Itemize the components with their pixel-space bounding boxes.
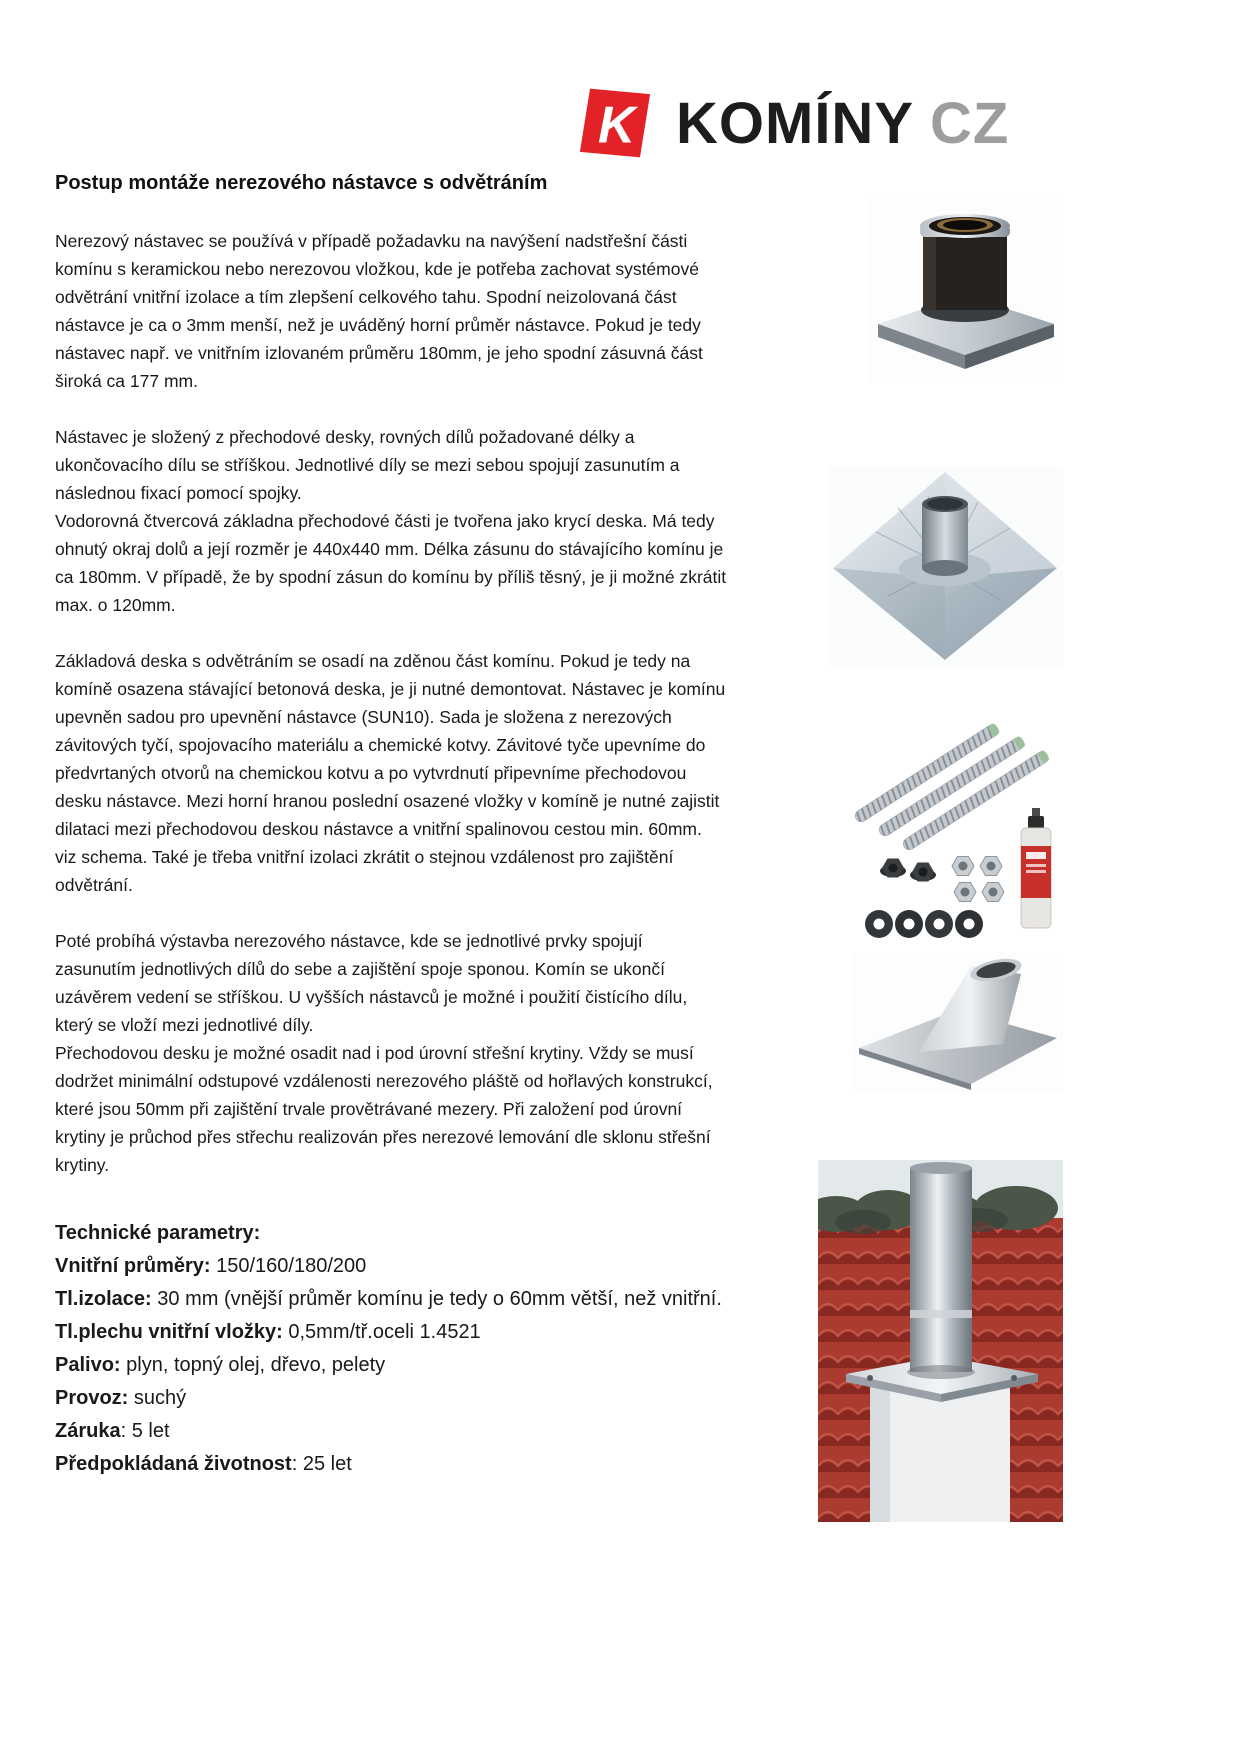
tech-item-lifetime: [55, 1448, 727, 1481]
tech-value: suchý: [128, 1387, 187, 1409]
photo-transition-plate: [828, 466, 1063, 666]
tech-label: Provoz:: [55, 1387, 129, 1409]
brand-wordmark: [676, 90, 1009, 157]
brand-suffix: CZ: [930, 90, 1010, 156]
paragraph-intro: Nerezový nástavec se používá v případě požadavku na navýšení nadstřešní části komínu s keramickou nebo nerezovou vložkou, kde je potřeba zachovat systémové odvětrání vnitřní izolace a tím zlepšení celkového tahu. Spodní neizolovaná část nástavce je ca o 3mm menší, než je uváděný horní průměr nástavce. Pokud je tedy nástavec např. ve vnitřním izlovaném průměru 180mm, je jeho spodní zásuvná část široká ca 177 mm.: [55, 231, 703, 391]
transition-plate-graphic: [828, 466, 1063, 666]
tech-label: Palivo:: [55, 1354, 121, 1376]
tech-item-diameters: [55, 1250, 727, 1283]
tech-item-operation: [55, 1382, 727, 1415]
tech-label: Záruka: [55, 1420, 121, 1442]
photo-mounting-kit: [843, 710, 1065, 942]
tech-value: : 25 let: [291, 1453, 352, 1475]
tech-item-fuel: [55, 1349, 727, 1382]
logo-monogram: K: [597, 95, 636, 154]
photo-roof-flashing: [853, 952, 1063, 1092]
page-title: Postup montáže nerezového nástavce s odvětráním: [55, 172, 548, 194]
paragraph-mounting: Základová deska s odvětráním se osadí na zděnou část komínu. Pokud je tedy na komíně osazena stávající betonová deska, je ji nutné demontovat. Nástavec je komínu upevněn sadou pro upevnění nástavce (SUN10). Sada je složena z nerezových závitových tyčí, spojovacího materiálu a chemické kotvy. Závitové tyče upevníme do předvrtaných otvorů na chemickou kotvu a po vytvrdnutí připevníme přechodovou desku nástavce. Mezi horní hranou poslední osazené vložky v komíně je nutné zajistit dilataci mezi přechodovou deskou nástavce a vnitřní spalinovou cestou min. 60mm. viz schema. Také je třeba vnitřní izolaci zkrátit o stejnou vzdálenost pro zajištění odvětrání.: [55, 651, 726, 895]
paragraph-construction: Poté probíhá výstavba nerezového nástavce, kde se jednotlivé prvky spojují zasunutím jednotlivých dílů do sebe a zajištění spoje sponou. Komín se ukončí uzávěrem vedení se stříškou. U vyšších nástavců je možné i použití čistícího dílu, který se vloží mezi jednotlivé díly.: [55, 931, 688, 1035]
tech-value: 30 mm (vnější průměr komínu je tedy o 60mm větší, než vnitřní.: [151, 1288, 722, 1310]
photo-installed-chimney: [818, 1160, 1063, 1522]
brand-logo: [576, 84, 1009, 162]
photo-adapter-on-base-plate: [868, 198, 1063, 383]
tech-item-sheet: [55, 1316, 727, 1349]
adapter-photo-graphic: [868, 198, 1063, 383]
tech-value: 0,5mm/tř.oceli 1.4521: [282, 1321, 481, 1343]
tech-value: plyn, topný olej, dřevo, pelety: [120, 1354, 386, 1376]
tech-label: Vnitřní průměry:: [55, 1255, 211, 1277]
tech-value: 150/160/180/200: [210, 1255, 367, 1277]
tech-value: : 5 let: [120, 1420, 170, 1442]
tech-label: Tl.izolace:: [55, 1288, 152, 1310]
tech-label: Tl.plechu vnitřní vložky:: [55, 1321, 283, 1343]
paragraph-assembly: Nástavec je složený z přechodové desky, rovných dílů požadované délky a ukončovacího dílu se stříškou. Jednotlivé díly se mezi sebou spojují zasunutím a následnou fixací pomocí spojky.: [55, 427, 680, 503]
tech-heading: Technické parametry:: [55, 1222, 261, 1244]
tech-label: Předpokládaná životnost: [55, 1453, 292, 1475]
tech-item-insulation: [55, 1283, 727, 1316]
paragraph-base-plate: Vodorovná čtvercová základna přechodové části je tvořena jako krycí deska. Má tedy ohnutý okraj dolů a její rozměr je 440x440 mm. Délka zásunu do stávajícího komínu je ca 180mm. V případě, že by spodní zásun do komínu by příliš těsný, je ji možné zkrátit max. o 120mm.: [55, 511, 727, 615]
installed-chimney-graphic: [818, 1160, 1063, 1522]
paragraph-roof: Přechodovou desku je možné osadit nad i pod úrovní střešní krytiny. Vždy se musí dodržet minimální odstupové vzdálenosti nerezového pláště od hořlavých konstrukcí, které jsou 50mm při zajištění trvale provětrávané mezery. Při založení pod úrovní krytiny je průchod přes střechu realizován přes nerezové lemování dle sklonu střešní krytiny.: [55, 1043, 713, 1175]
tech-item-warranty: [55, 1415, 727, 1448]
technical-parameters: [55, 1217, 727, 1481]
brand-name: KOMÍNY: [676, 90, 914, 156]
roof-flashing-graphic: [853, 952, 1063, 1092]
komin-k-logo-icon: [576, 84, 654, 162]
article: [55, 172, 727, 1481]
mounting-kit-graphic: [843, 710, 1065, 942]
